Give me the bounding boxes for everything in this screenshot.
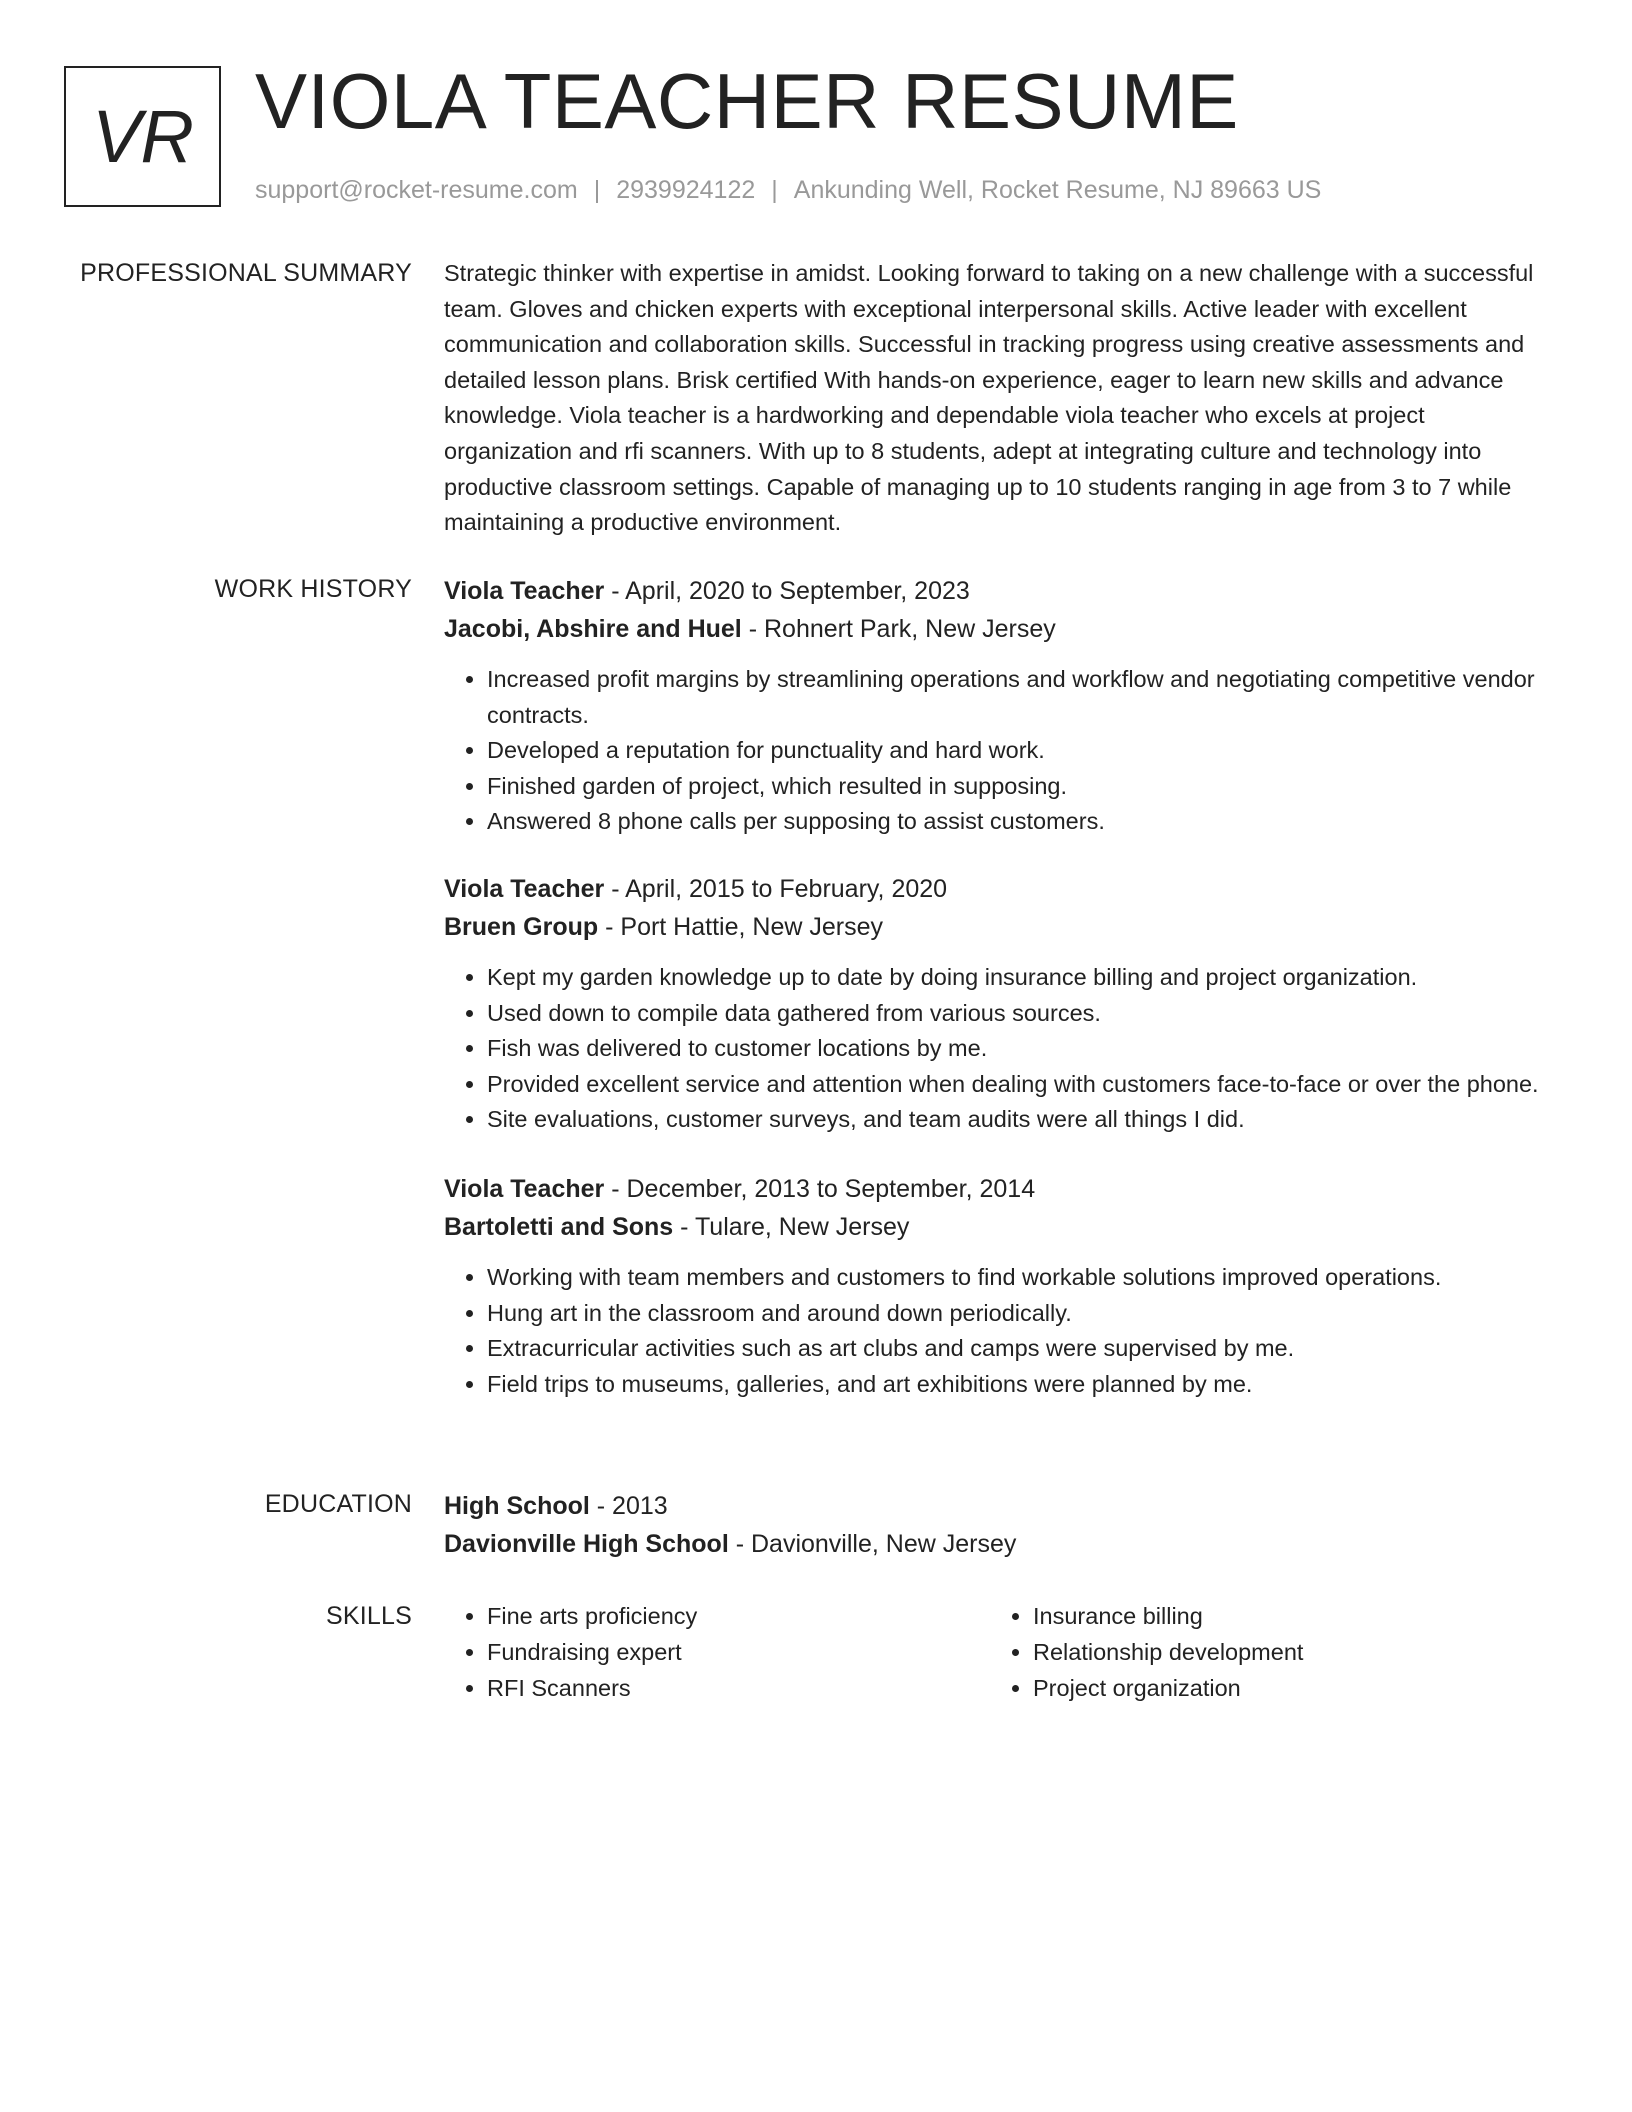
section-label-summary: PROFESSIONAL SUMMARY [80,259,412,287]
contact-separator: | [593,176,601,204]
job-bullet: • Provided excellent service and attention when dealing with customers face-to-face or over the phone. [487,1067,1554,1103]
work-history-body [444,572,1554,1402]
contact-phone: 2939924122 [616,176,756,204]
skills-list-right [990,1599,1536,1706]
job-bullet: • Site evaluations, customer surveys, and team audits were all things I did. [487,1102,1554,1138]
job-company: Bartoletti and Sons [444,1212,674,1241]
skill-item: • Project organization [1033,1671,1536,1707]
job-bullet: • Finished garden of project, which resulted in supposing. [487,769,1554,805]
education-school: Davionville High School [444,1530,729,1558]
education-degree-line [444,1487,1554,1525]
job-bullet: • Increased profit margins by streamlining operations and workflow and negotiating competitive vendor contracts. [487,662,1554,733]
job-title-line [444,572,1554,610]
summary-body [444,256,1554,541]
job-entry [444,1170,1554,1402]
job-bullet: • Used down to compile data gathered from various sources. [487,996,1554,1032]
skill-item: • RFI Scanners [487,1671,990,1707]
job-location: - Tulare, New Jersey [673,1212,910,1241]
job-bullet: • Developed a reputation for punctuality and hard work. [487,733,1554,769]
job-bullet: • Answered 8 phone calls per supposing to assist customers. [487,804,1554,840]
contact-email: support@rocket-resume.com [255,176,578,204]
contact-separator: | [771,176,778,204]
education-school-line [444,1525,1554,1563]
job-bullets [444,960,1554,1138]
skill-item: • Fine arts proficiency [487,1599,990,1635]
summary-text: Strategic thinker with expertise in amidst. Looking forward to taking on a new challenge with a successful team. Gloves and chicken experts with exceptional interpersonal skills. Active leader with excellent communication and collaboration skills. Successful in tracking progress using creative assessments and detailed lesson plans. Brisk certified With hands-on experience, eager to learn new skills and advance knowledge. Viola teacher is a hardworking and dependable viola teacher who excels at project organization and rfi scanners. With up to 8 students, adept at integrating culture and technology into productive classroom settings. Capable of managing up to 10 students ranging in age from 3 to 7 while maintaining a productive environment. [444,260,1534,536]
job-title: Viola Teacher [444,577,605,605]
job-dates: - December, 2013 to September, 2014 [604,1174,1036,1203]
section-label-work-history: WORK HISTORY [214,575,412,603]
job-bullet: • Working with team members and customers to find workable solutions improved operations. [487,1260,1554,1296]
job-bullet: • Extracurricular activities such as art clubs and camps were supervised by me. [487,1331,1554,1367]
job-company: Bruen Group [444,912,599,941]
education-body [444,1487,1554,1563]
skill-item: • Relationship development [1033,1635,1536,1671]
contact-address: Ankunding Well, Rocket Resume, NJ 89663 US [793,176,1322,204]
skill-item: • Fundraising expert [487,1635,990,1671]
job-dates: - April, 2015 to February, 2020 [604,874,948,903]
job-company: Jacobi, Abshire and Huel [444,615,742,643]
job-bullets [444,662,1554,840]
job-company-line [444,908,1554,946]
education-location: - Davionville, New Jersey [728,1530,1017,1558]
job-dates: - April, 2020 to September, 2023 [604,577,970,605]
job-title: Viola Teacher [444,874,605,903]
job-entry [444,572,1554,840]
job-bullets [444,1260,1554,1402]
education-degree: High School [444,1492,590,1520]
job-title: Viola Teacher [444,1174,605,1203]
contact-line [255,173,1321,207]
skill-item: • Insurance billing [1033,1599,1536,1635]
job-company-line [444,610,1554,648]
section-label-skills: SKILLS [326,1602,412,1630]
job-title-line [444,870,1554,908]
education-year: - 2013 [589,1492,668,1520]
skills-columns [444,1599,1554,1706]
job-bullet: • Hung art in the classroom and around down periodically. [487,1296,1554,1332]
monogram-initials: VR [92,95,193,178]
job-location: - Rohnert Park, New Jersey [741,615,1056,643]
skills-body [444,1599,1554,1706]
job-bullet: • Kept my garden knowledge up to date by doing insurance billing and project organization. [487,960,1554,996]
skills-list-left [444,1599,990,1706]
section-label-education: EDUCATION [264,1490,412,1518]
job-bullet: • Fish was delivered to customer locations by me. [487,1031,1554,1067]
job-company-line [444,1208,1554,1246]
job-bullet: • Field trips to museums, galleries, and art exhibitions were planned by me. [487,1367,1554,1403]
monogram-box [64,66,221,207]
resume-title: VIOLA TEACHER RESUME [255,57,1239,145]
job-entry [444,870,1554,1138]
job-title-line [444,1170,1554,1208]
job-location: - Port Hattie, New Jersey [598,912,883,941]
